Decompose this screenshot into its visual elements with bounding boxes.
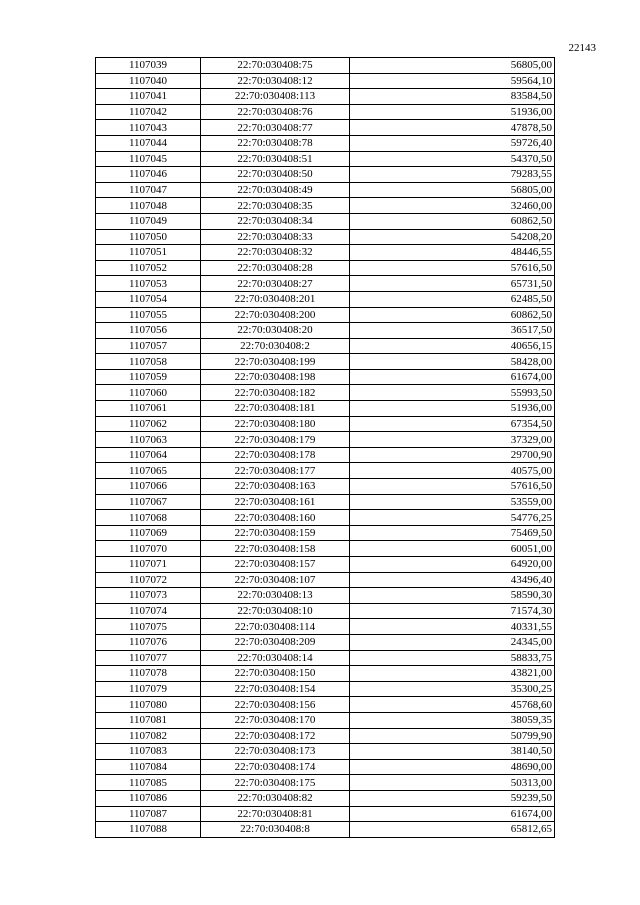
table-row: [96, 354, 555, 370]
record-number-cell: 1107078: [96, 666, 201, 682]
cadastral-number-cell: 22:70:030408:12: [201, 73, 350, 89]
cadastral-value-cell: 38059,35: [350, 712, 555, 728]
cadastral-number-cell: 22:70:030408:10: [201, 603, 350, 619]
table-row: [96, 323, 555, 339]
table-row: [96, 619, 555, 635]
cadastral-number-cell: 22:70:030408:201: [201, 291, 350, 307]
record-number-cell: 1107048: [96, 198, 201, 214]
cadastral-number-cell: 22:70:030408:2: [201, 338, 350, 354]
record-number-cell: 1107082: [96, 728, 201, 744]
cadastral-number-cell: 22:70:030408:158: [201, 541, 350, 557]
cadastral-number-cell: 22:70:030408:113: [201, 89, 350, 105]
table-row: [96, 525, 555, 541]
cadastral-value-cell: 36517,50: [350, 323, 555, 339]
table-row: [96, 541, 555, 557]
record-number-cell: 1107047: [96, 182, 201, 198]
cadastral-value-cell: 50313,00: [350, 775, 555, 791]
table-row: [96, 697, 555, 713]
cadastral-number-cell: 22:70:030408:175: [201, 775, 350, 791]
cadastral-number-cell: 22:70:030408:13: [201, 588, 350, 604]
table-row: [96, 245, 555, 261]
cadastral-value-cell: 37329,00: [350, 432, 555, 448]
record-number-cell: 1107061: [96, 401, 201, 417]
cadastral-value-cell: 60862,50: [350, 213, 555, 229]
record-number-cell: 1107046: [96, 167, 201, 183]
cadastral-number-cell: 22:70:030408:159: [201, 525, 350, 541]
cadastral-number-cell: 22:70:030408:20: [201, 323, 350, 339]
table-row: [96, 744, 555, 760]
table-row: [96, 759, 555, 775]
table-row: [96, 728, 555, 744]
record-number-cell: 1107045: [96, 151, 201, 167]
cadastral-value-cell: 45768,60: [350, 697, 555, 713]
cadastral-number-cell: 22:70:030408:181: [201, 401, 350, 417]
cadastral-value-cell: 59564,10: [350, 73, 555, 89]
table-row: [96, 89, 555, 105]
cadastral-number-cell: 22:70:030408:33: [201, 229, 350, 245]
table-row: [96, 416, 555, 432]
table-row: [96, 572, 555, 588]
table-row: [96, 338, 555, 354]
record-number-cell: 1107049: [96, 213, 201, 229]
record-number-cell: 1107069: [96, 525, 201, 541]
cadastral-number-cell: 22:70:030408:172: [201, 728, 350, 744]
cadastral-number-cell: 22:70:030408:174: [201, 759, 350, 775]
cadastral-number-cell: 22:70:030408:163: [201, 479, 350, 495]
cadastral-number-cell: 22:70:030408:177: [201, 463, 350, 479]
table-row: [96, 463, 555, 479]
table-row: [96, 806, 555, 822]
record-number-cell: 1107056: [96, 323, 201, 339]
table-row: [96, 790, 555, 806]
record-number-cell: 1107074: [96, 603, 201, 619]
record-number-cell: 1107087: [96, 806, 201, 822]
cadastral-value-cell: 83584,50: [350, 89, 555, 105]
table-row: [96, 182, 555, 198]
table-row: [96, 401, 555, 417]
record-number-cell: 1107070: [96, 541, 201, 557]
record-number-cell: 1107084: [96, 759, 201, 775]
cadastral-value-cell: 54370,50: [350, 151, 555, 167]
table-row: [96, 603, 555, 619]
table-row: [96, 167, 555, 183]
table-row: [96, 494, 555, 510]
record-number-cell: 1107042: [96, 104, 201, 120]
record-number-cell: 1107080: [96, 697, 201, 713]
record-number-cell: 1107043: [96, 120, 201, 136]
table-row: [96, 291, 555, 307]
record-number-cell: 1107053: [96, 276, 201, 292]
table-row: [96, 369, 555, 385]
cadastral-number-cell: 22:70:030408:51: [201, 151, 350, 167]
cadastral-number-cell: 22:70:030408:156: [201, 697, 350, 713]
record-number-cell: 1107050: [96, 229, 201, 245]
table-row: [96, 385, 555, 401]
record-number-cell: 1107079: [96, 681, 201, 697]
record-number-cell: 1107065: [96, 463, 201, 479]
table-row: [96, 151, 555, 167]
cadastral-number-cell: 22:70:030408:198: [201, 369, 350, 385]
cadastral-number-cell: 22:70:030408:78: [201, 135, 350, 151]
cadastral-value-cell: 60862,50: [350, 307, 555, 323]
table-row: [96, 307, 555, 323]
record-number-cell: 1107040: [96, 73, 201, 89]
record-number-cell: 1107041: [96, 89, 201, 105]
record-number-cell: 1107068: [96, 510, 201, 526]
cadastral-value-cell: 71574,30: [350, 603, 555, 619]
cadastral-number-cell: 22:70:030408:180: [201, 416, 350, 432]
table-row: [96, 432, 555, 448]
cadastral-value-cell: 48690,00: [350, 759, 555, 775]
table-body: [96, 58, 555, 838]
cadastral-value-cell: 67354,50: [350, 416, 555, 432]
table-row: [96, 198, 555, 214]
cadastral-number-cell: 22:70:030408:200: [201, 307, 350, 323]
table-row: [96, 135, 555, 151]
cadastral-number-cell: 22:70:030408:157: [201, 557, 350, 573]
record-number-cell: 1107072: [96, 572, 201, 588]
record-number-cell: 1107088: [96, 822, 201, 838]
record-number-cell: 1107058: [96, 354, 201, 370]
cadastral-value-cell: 29700,90: [350, 447, 555, 463]
cadastral-number-cell: 22:70:030408:76: [201, 104, 350, 120]
table-row: [96, 276, 555, 292]
table-row: [96, 775, 555, 791]
cadastral-number-cell: 22:70:030408:8: [201, 822, 350, 838]
record-number-cell: 1107052: [96, 260, 201, 276]
cadastral-value-cell: 43821,00: [350, 666, 555, 682]
cadastral-value-cell: 54208,20: [350, 229, 555, 245]
cadastral-value-cell: 65812,65: [350, 822, 555, 838]
cadastral-value-cell: 64920,00: [350, 557, 555, 573]
cadastral-value-cell: 61674,00: [350, 369, 555, 385]
table-row: [96, 634, 555, 650]
record-number-cell: 1107081: [96, 712, 201, 728]
cadastral-number-cell: 22:70:030408:49: [201, 182, 350, 198]
cadastral-number-cell: 22:70:030408:27: [201, 276, 350, 292]
table-row: [96, 213, 555, 229]
record-number-cell: 1107044: [96, 135, 201, 151]
cadastral-number-cell: 22:70:030408:81: [201, 806, 350, 822]
record-number-cell: 1107064: [96, 447, 201, 463]
cadastral-value-cell: 50799,90: [350, 728, 555, 744]
cadastral-value-cell: 58590,30: [350, 588, 555, 604]
table-row: [96, 447, 555, 463]
cadastral-value-cell: 61674,00: [350, 806, 555, 822]
cadastral-number-cell: 22:70:030408:182: [201, 385, 350, 401]
table-row: [96, 822, 555, 838]
cadastral-number-cell: 22:70:030408:28: [201, 260, 350, 276]
record-number-cell: 1107057: [96, 338, 201, 354]
cadastral-value-cell: 47878,50: [350, 120, 555, 136]
cadastral-value-cell: 43496,40: [350, 572, 555, 588]
record-number-cell: 1107086: [96, 790, 201, 806]
cadastral-number-cell: 22:70:030408:34: [201, 213, 350, 229]
record-number-cell: 1107071: [96, 557, 201, 573]
record-number-cell: 1107076: [96, 634, 201, 650]
table-row: [96, 229, 555, 245]
cadastral-number-cell: 22:70:030408:14: [201, 650, 350, 666]
cadastral-number-cell: 22:70:030408:82: [201, 790, 350, 806]
cadastral-value-cell: 58833,75: [350, 650, 555, 666]
cadastral-value-cell: 40331,55: [350, 619, 555, 635]
cadastral-value-cell: 56805,00: [350, 58, 555, 74]
cadastral-value-cell: 54776,25: [350, 510, 555, 526]
cadastral-number-cell: 22:70:030408:170: [201, 712, 350, 728]
cadastral-value-cell: 40575,00: [350, 463, 555, 479]
cadastral-number-cell: 22:70:030408:150: [201, 666, 350, 682]
cadastral-value-cell: 32460,00: [350, 198, 555, 214]
cadastral-number-cell: 22:70:030408:154: [201, 681, 350, 697]
table-row: [96, 588, 555, 604]
cadastral-value-table: [95, 57, 555, 838]
record-number-cell: 1107062: [96, 416, 201, 432]
cadastral-number-cell: 22:70:030408:32: [201, 245, 350, 261]
cadastral-value-cell: 35300,25: [350, 681, 555, 697]
cadastral-value-cell: 59239,50: [350, 790, 555, 806]
cadastral-value-cell: 53559,00: [350, 494, 555, 510]
cadastral-value-cell: 65731,50: [350, 276, 555, 292]
record-number-cell: 1107051: [96, 245, 201, 261]
cadastral-number-cell: 22:70:030408:199: [201, 354, 350, 370]
table-row: [96, 479, 555, 495]
table-row: [96, 650, 555, 666]
record-number-cell: 1107059: [96, 369, 201, 385]
table-row: [96, 666, 555, 682]
record-number-cell: 1107055: [96, 307, 201, 323]
cadastral-number-cell: 22:70:030408:114: [201, 619, 350, 635]
cadastral-value-cell: 51936,00: [350, 401, 555, 417]
record-number-cell: 1107067: [96, 494, 201, 510]
cadastral-value-cell: 59726,40: [350, 135, 555, 151]
cadastral-value-cell: 58428,00: [350, 354, 555, 370]
cadastral-value-cell: 38140,50: [350, 744, 555, 760]
cadastral-value-cell: 62485,50: [350, 291, 555, 307]
cadastral-number-cell: 22:70:030408:35: [201, 198, 350, 214]
cadastral-number-cell: 22:70:030408:75: [201, 58, 350, 74]
cadastral-value-cell: 79283,55: [350, 167, 555, 183]
cadastral-value-cell: 40656,15: [350, 338, 555, 354]
record-number-cell: 1107075: [96, 619, 201, 635]
record-number-cell: 1107085: [96, 775, 201, 791]
cadastral-number-cell: 22:70:030408:77: [201, 120, 350, 136]
cadastral-value-cell: 55993,50: [350, 385, 555, 401]
table-row: [96, 58, 555, 74]
record-number-cell: 1107066: [96, 479, 201, 495]
table-row: [96, 557, 555, 573]
cadastral-value-cell: 60051,00: [350, 541, 555, 557]
cadastral-number-cell: 22:70:030408:178: [201, 447, 350, 463]
table-row: [96, 681, 555, 697]
record-number-cell: 1107063: [96, 432, 201, 448]
record-number-cell: 1107073: [96, 588, 201, 604]
cadastral-value-cell: 57616,50: [350, 260, 555, 276]
cadastral-value-cell: 24345,00: [350, 634, 555, 650]
table-row: [96, 712, 555, 728]
record-number-cell: 1107039: [96, 58, 201, 74]
table-row: [96, 510, 555, 526]
record-number-cell: 1107077: [96, 650, 201, 666]
cadastral-number-cell: 22:70:030408:209: [201, 634, 350, 650]
cadastral-number-cell: 22:70:030408:161: [201, 494, 350, 510]
table-row: [96, 260, 555, 276]
table-row: [96, 104, 555, 120]
cadastral-value-cell: 56805,00: [350, 182, 555, 198]
cadastral-number-cell: 22:70:030408:50: [201, 167, 350, 183]
record-number-cell: 1107083: [96, 744, 201, 760]
cadastral-value-cell: 75469,50: [350, 525, 555, 541]
table-row: [96, 73, 555, 89]
table-row: [96, 120, 555, 136]
cadastral-number-cell: 22:70:030408:179: [201, 432, 350, 448]
cadastral-value-cell: 57616,50: [350, 479, 555, 495]
cadastral-number-cell: 22:70:030408:173: [201, 744, 350, 760]
cadastral-value-cell: 51936,00: [350, 104, 555, 120]
page-number: 22143: [568, 42, 596, 54]
cadastral-number-cell: 22:70:030408:160: [201, 510, 350, 526]
cadastral-value-cell: 48446,55: [350, 245, 555, 261]
record-number-cell: 1107060: [96, 385, 201, 401]
cadastral-number-cell: 22:70:030408:107: [201, 572, 350, 588]
record-number-cell: 1107054: [96, 291, 201, 307]
